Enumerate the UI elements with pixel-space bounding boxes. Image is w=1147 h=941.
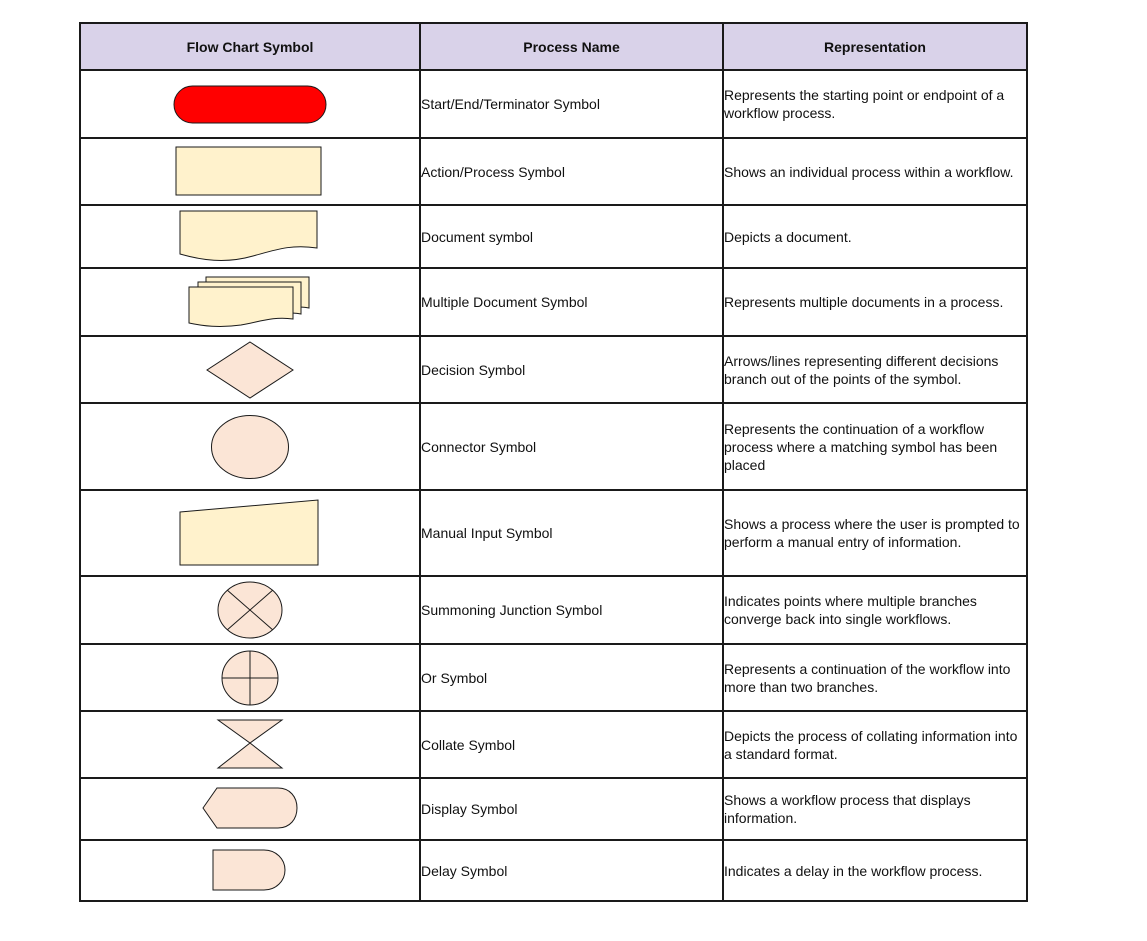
- table-row: [80, 403, 1027, 490]
- table-row: [80, 778, 1027, 840]
- multiple-documents-icon: [187, 276, 313, 328]
- representation-cell: Shows a workflow process that displays information.: [723, 778, 1027, 840]
- representation-cell: Depicts a document.: [723, 205, 1027, 268]
- representation-cell: Represents the starting point or endpoint of a workflow process.: [723, 70, 1027, 138]
- summoning-junction-icon: [216, 580, 284, 640]
- display-shape-icon: [200, 787, 300, 831]
- process-name-cell: Decision Symbol: [420, 336, 723, 403]
- table-row: [80, 840, 1027, 901]
- symbol-cell: [80, 205, 420, 268]
- collate-hourglass-icon: [215, 719, 285, 771]
- terminator-shape-icon: [170, 82, 330, 126]
- symbol-cell: [80, 711, 420, 778]
- table-row: [80, 138, 1027, 205]
- symbol-cell: [80, 403, 420, 490]
- representation-cell: Shows an individual process within a workflow.: [723, 138, 1027, 205]
- process-name-cell: Display Symbol: [420, 778, 723, 840]
- process-name-cell: Document symbol: [420, 205, 723, 268]
- table-row: [80, 711, 1027, 778]
- process-name-cell: Multiple Document Symbol: [420, 268, 723, 336]
- process-name-cell: Summoning Junction Symbol: [420, 576, 723, 644]
- symbol-cell: [80, 576, 420, 644]
- representation-cell: Represents multiple documents in a process.: [723, 268, 1027, 336]
- flowchart-symbols-table: [79, 22, 1028, 902]
- representation-cell: Indicates points where multiple branches converge back into single workflows.: [723, 576, 1027, 644]
- symbol-cell: [80, 268, 420, 336]
- representation-cell: Represents a continuation of the workflow into more than two branches.: [723, 644, 1027, 711]
- table-row: [80, 70, 1027, 138]
- table-row: [80, 490, 1027, 576]
- table-row: [80, 644, 1027, 711]
- header-row: [80, 23, 1027, 70]
- table-row: [80, 336, 1027, 403]
- representation-cell: Indicates a delay in the workflow process.: [723, 840, 1027, 901]
- delay-shape-icon: [211, 849, 289, 893]
- symbol-cell: [80, 840, 420, 901]
- process-name-cell: Delay Symbol: [420, 840, 723, 901]
- representation-cell: Shows a process where the user is prompted to perform a manual entry of information.: [723, 490, 1027, 576]
- document-shape-icon: [179, 210, 321, 264]
- or-symbol-icon: [220, 648, 280, 708]
- table-row: [80, 576, 1027, 644]
- process-name-cell: Connector Symbol: [420, 403, 723, 490]
- manual-input-icon: [179, 499, 321, 567]
- decision-diamond-icon: [204, 340, 296, 400]
- process-rectangle-icon: [175, 146, 325, 198]
- symbol-cell: [80, 70, 420, 138]
- symbol-cell: [80, 336, 420, 403]
- table-row: [80, 205, 1027, 268]
- representation-cell: Depicts the process of collating information into a standard format.: [723, 711, 1027, 778]
- connector-circle-icon: [209, 413, 291, 481]
- symbol-cell: [80, 490, 420, 576]
- process-name-cell: Action/Process Symbol: [420, 138, 723, 205]
- representation-cell: Arrows/lines representing different decisions branch out of the points of the symbol.: [723, 336, 1027, 403]
- symbol-cell: [80, 778, 420, 840]
- symbol-cell: [80, 644, 420, 711]
- process-name-cell: Or Symbol: [420, 644, 723, 711]
- table-row: [80, 268, 1027, 336]
- header-process-name: Process Name: [420, 23, 723, 70]
- header-representation: Representation: [723, 23, 1027, 70]
- header-flow-chart-symbol: Flow Chart Symbol: [80, 23, 420, 70]
- process-name-cell: Collate Symbol: [420, 711, 723, 778]
- process-name-cell: Manual Input Symbol: [420, 490, 723, 576]
- process-name-cell: Start/End/Terminator Symbol: [420, 70, 723, 138]
- symbol-cell: [80, 138, 420, 205]
- representation-cell: Represents the continuation of a workflow process where a matching symbol has been placed: [723, 403, 1027, 490]
